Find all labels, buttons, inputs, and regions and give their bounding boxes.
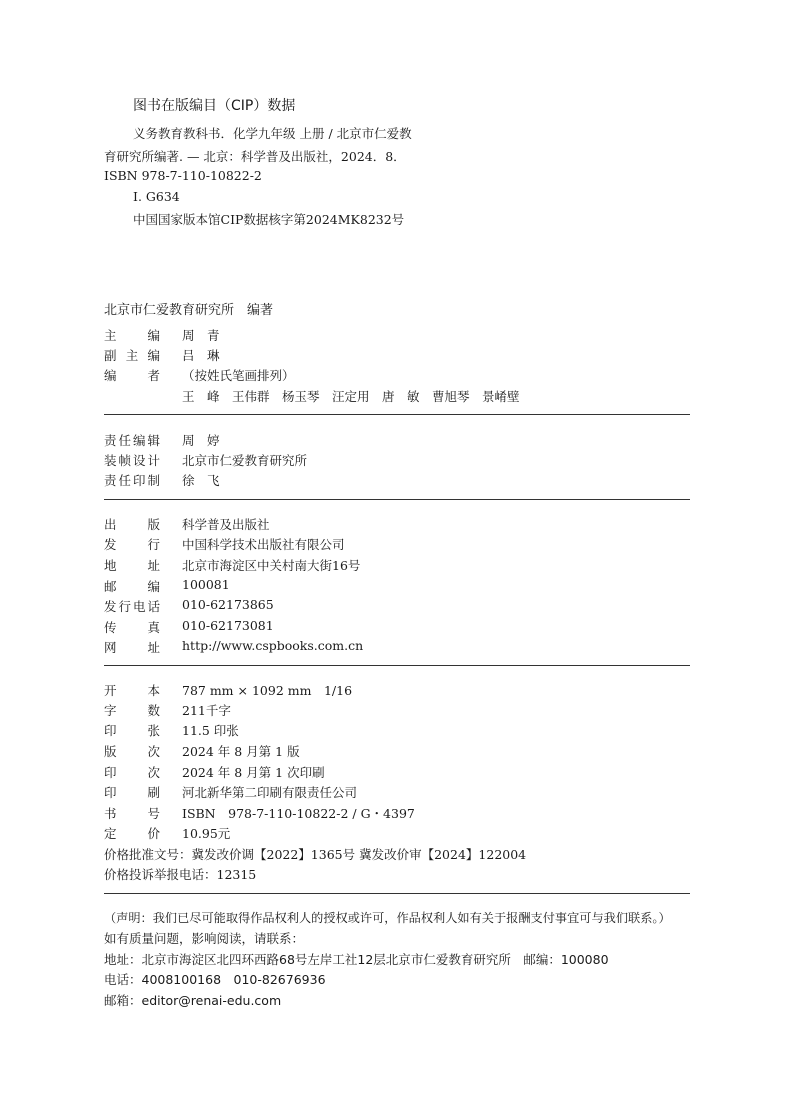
cip-line-2: 育研究所编著. — 北京：科学普及出版社，2024．8．: [104, 149, 406, 164]
spec-row: [104, 681, 684, 699]
publisher-row: [104, 577, 684, 595]
editor-label: 副主编: [104, 348, 160, 363]
editor-row: [104, 326, 684, 344]
price-complaint: 价格投诉举报电话：12315: [104, 867, 257, 882]
publisher-label: 发行: [104, 537, 160, 552]
spec-label: 定价: [104, 826, 160, 841]
spec-label: 书号: [104, 806, 160, 821]
contact-email: 邮箱：editor@renai-edu.com: [104, 993, 282, 1008]
divider: [104, 893, 690, 894]
cip-classification: Ⅰ. G634: [133, 189, 180, 204]
spec-row: [104, 824, 684, 842]
spec-row: [104, 742, 684, 760]
publisher-label: 传真: [104, 620, 160, 635]
spec-label: 字数: [104, 703, 160, 718]
copyright-statement: （声明：我们已尽可能取得作品权利人的授权或许可，作品权利人如有关于报酬支付事宜可与我们联系。）: [104, 911, 671, 925]
divider: [104, 414, 690, 415]
spec-value: 787 mm × 1092 mm 1/16: [182, 683, 353, 698]
production-row: [104, 471, 684, 489]
divider: [104, 499, 690, 500]
publisher-label: 邮编: [104, 579, 160, 594]
production-row: [104, 451, 684, 469]
publisher-value: 010-62173865: [182, 597, 274, 612]
editor-value: 吕 琳: [182, 348, 220, 363]
production-label: 责任印制: [104, 473, 160, 488]
editor-row: [104, 346, 684, 364]
spec-row: [104, 804, 684, 822]
spec-row: [104, 701, 684, 719]
publisher-row: [104, 597, 684, 615]
publisher-row: [104, 556, 684, 574]
spec-value: 11.5 印张: [182, 723, 239, 738]
publisher-value: 100081: [182, 577, 230, 592]
publisher-value: 中国科学技术出版社有限公司: [182, 537, 345, 552]
publisher-value: 北京市海淀区中关村南大街16号: [182, 558, 361, 573]
publisher-row: [104, 535, 684, 553]
organization-author: 北京市仁爱教育研究所 编著: [104, 303, 274, 318]
editor-value: 周 青: [182, 328, 220, 343]
divider: [104, 665, 690, 666]
spec-value: 2024 年 8 月第 1 次印刷: [182, 765, 325, 780]
price-approval: 价格批准文号：冀发改价调【2022】1365号 冀发改价审【2024】122004: [104, 847, 527, 862]
spec-isbn: ISBN 978-7-110-10822-2 / G・4397: [182, 806, 415, 821]
publisher-value: 010-62173081: [182, 618, 274, 633]
publisher-value: 科学普及出版社: [182, 517, 270, 532]
spec-value: 2024 年 8 月第 1 版: [182, 744, 300, 759]
contact-phone: 电话：4008100168 010-82676936: [104, 972, 326, 987]
publisher-row: [104, 618, 684, 636]
spec-row: [104, 783, 684, 801]
spec-label: 印次: [104, 765, 160, 780]
cip-isbn: ISBN 978-7-110-10822-2: [104, 168, 262, 183]
spec-value: 河北新华第二印刷有限责任公司: [182, 785, 358, 800]
cip-title: 图书在版编目（CIP）数据: [133, 98, 296, 114]
production-value: 周 婷: [182, 433, 220, 448]
publisher-label: 网址: [104, 640, 160, 655]
publisher-label: 出版: [104, 517, 160, 532]
spec-label: 开本: [104, 683, 160, 698]
production-label: 装帧设计: [104, 453, 160, 468]
cip-line-1: 义务教育教科书．化学九年级 上册 / 北京市仁爱教: [133, 126, 412, 141]
spec-label: 版次: [104, 744, 160, 759]
editor-label: 编者: [104, 368, 160, 383]
production-label: 责任编辑: [104, 433, 160, 448]
contact-address: 地址：北京市海淀区北四环西路68号左岸工社12层北京市仁爱教育研究所 邮编：100080: [104, 952, 609, 967]
cip-record-number: 中国国家版本馆CIP数据核字第2024MK8232号: [133, 212, 405, 227]
spec-label: 印张: [104, 723, 160, 738]
editor-row: [104, 366, 684, 384]
spec-row: [104, 721, 684, 739]
editor-names: 王 峰 王伟群 杨玉琴 汪定用 唐 敏 曹旭琴 景崤壁: [182, 389, 520, 404]
spec-value: 211千字: [182, 703, 231, 718]
publisher-website: http://www.cspbooks.com.cn: [182, 638, 364, 653]
publisher-row: [104, 638, 684, 656]
publisher-label: 地址: [104, 558, 160, 573]
production-row: [104, 431, 684, 449]
spec-row: [104, 763, 684, 781]
production-value: 徐 飞: [182, 473, 220, 488]
quality-contact-intro: 如有质量问题，影响阅读，请联系：: [104, 931, 305, 946]
editor-value: （按姓氏笔画排列）: [182, 368, 295, 383]
spec-price: 10.95元: [182, 826, 231, 841]
publisher-row: [104, 515, 684, 533]
editor-label: 主编: [104, 328, 160, 343]
publisher-label: 发行电话: [104, 599, 160, 614]
production-value: 北京市仁爱教育研究所: [182, 453, 308, 468]
spec-label: 印刷: [104, 785, 160, 800]
